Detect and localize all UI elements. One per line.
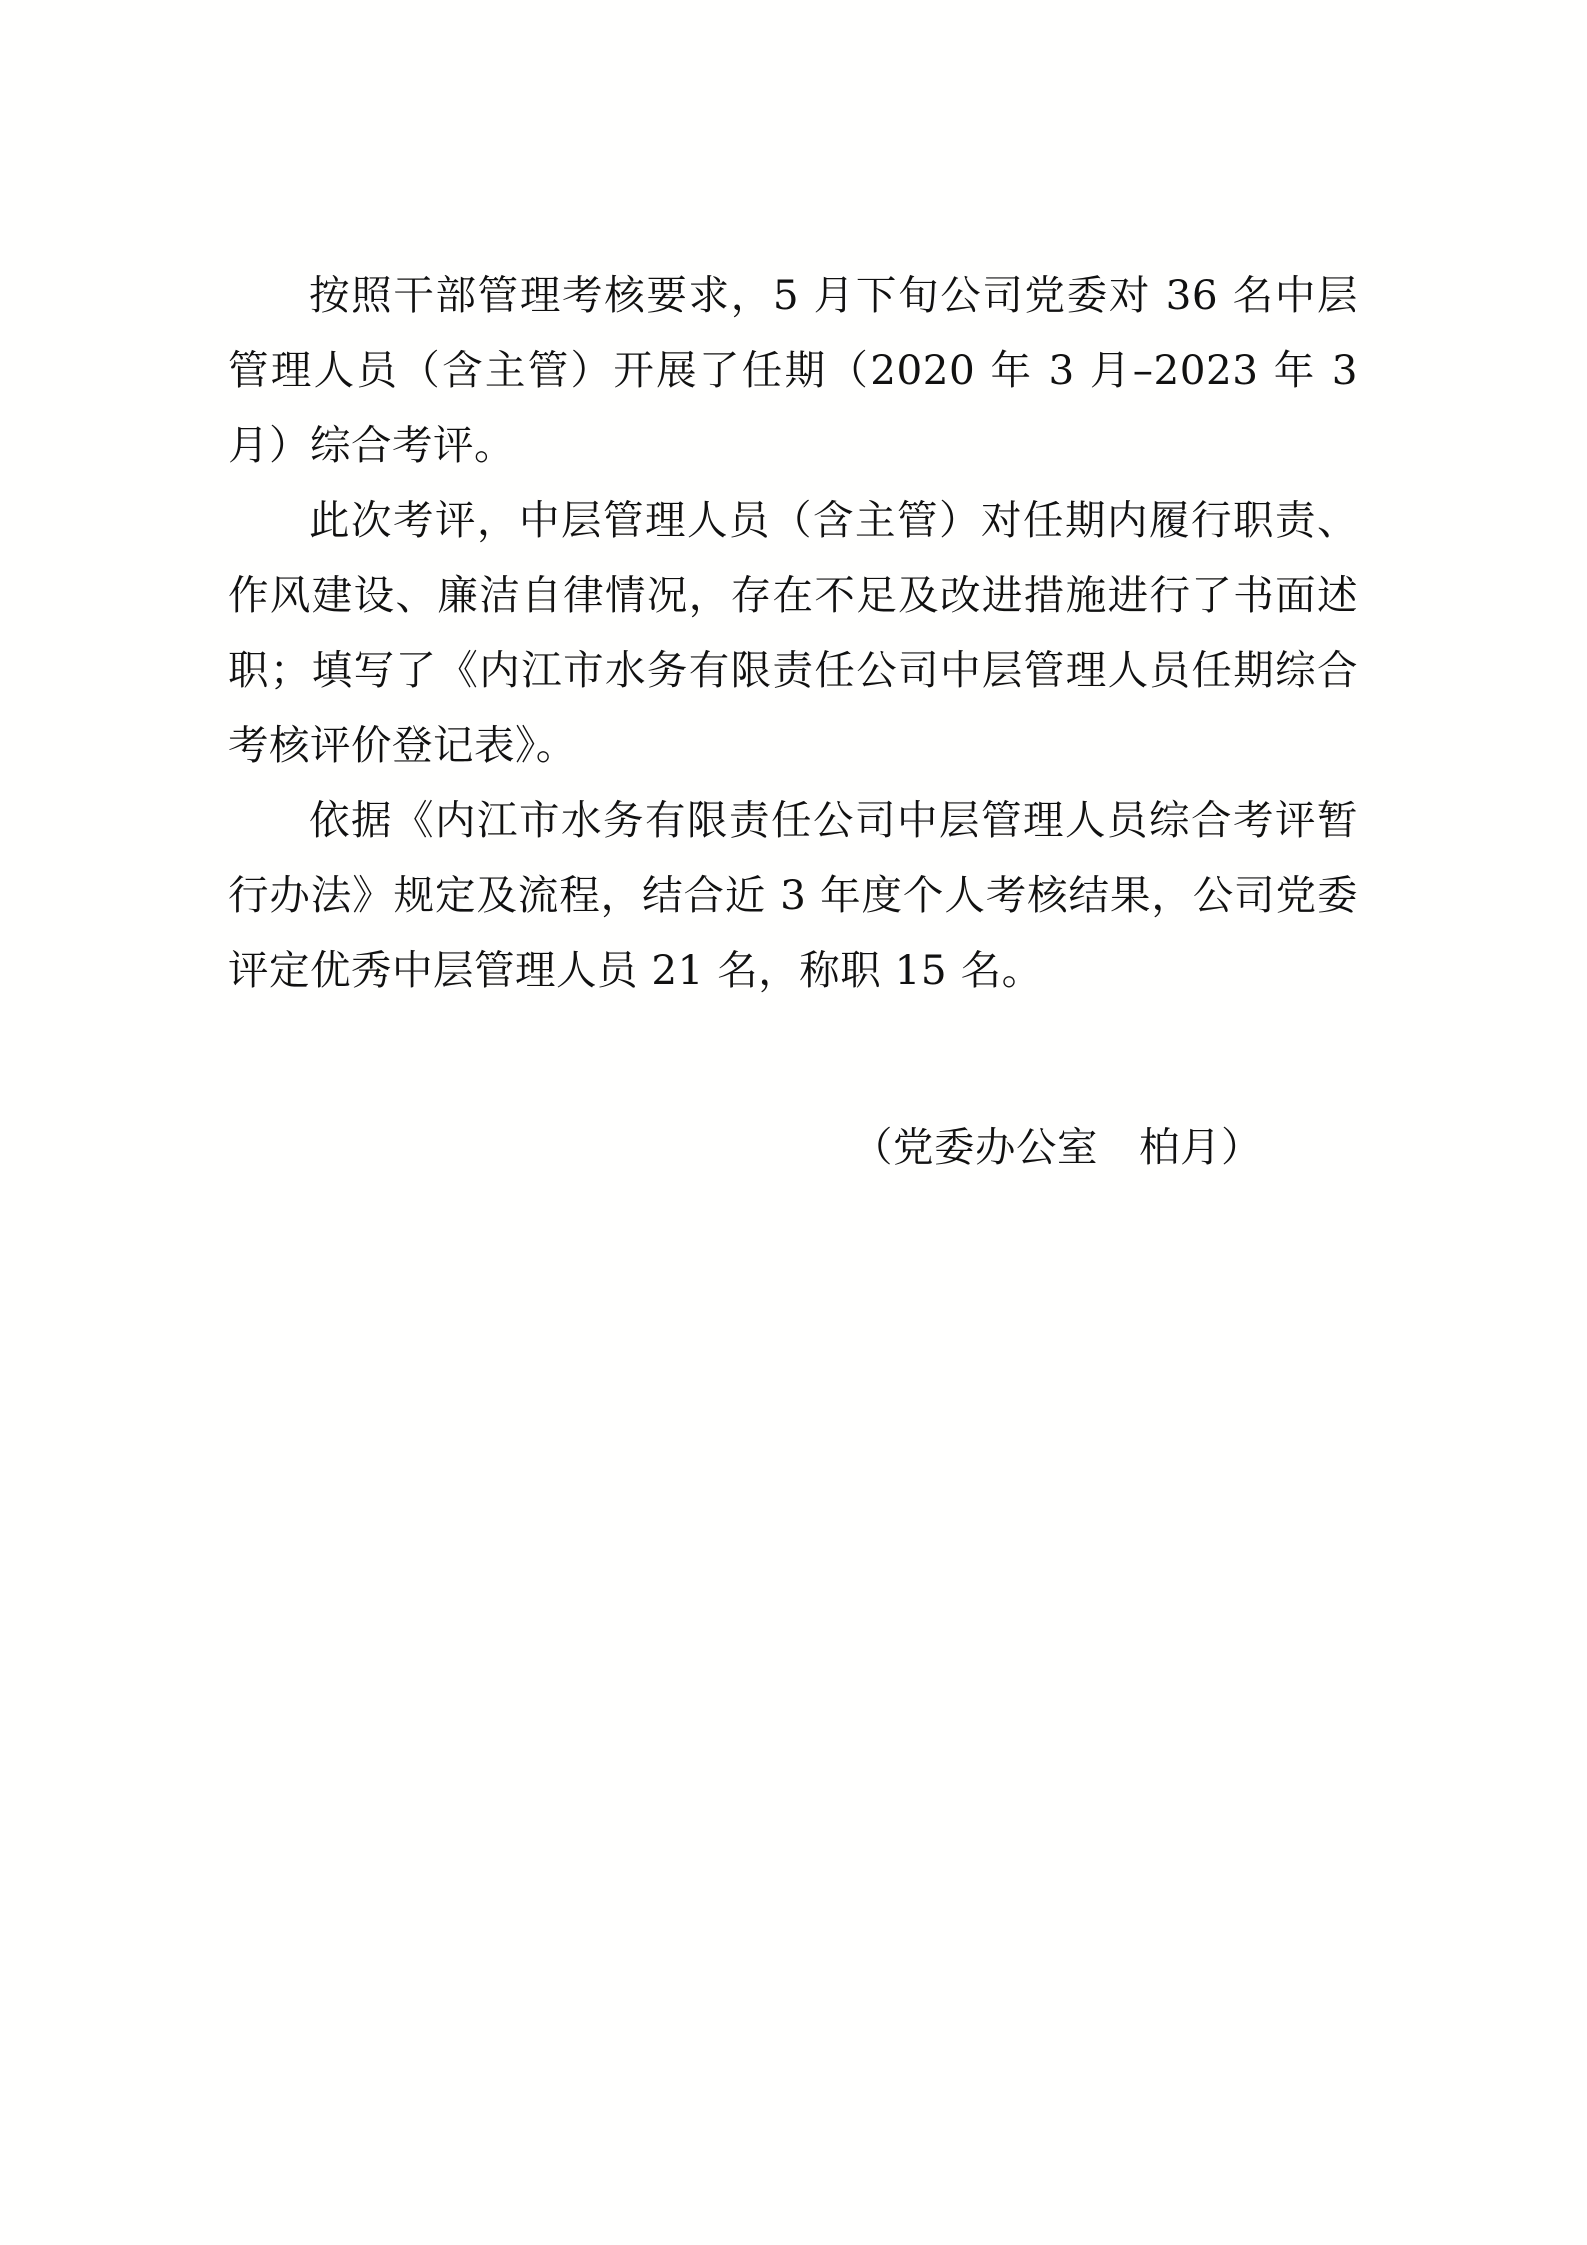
paragraph-2: 此次考评，中层管理人员（含主管）对任期内履行职责、作风建设、廉洁自律情况，存在不足及改进措施进行了书面述职；填写了《内江市水务有限责任公司中层管理人员任期综合考核评价登记表》。 — [228, 496, 1358, 769]
document-body — [228, 258, 1358, 1008]
paragraph-3: 依据《内江市水务有限责任公司中层管理人员综合考评暂行办法》规定及流程，结合近 3 年度个人考核结果，公司党委评定优秀中层管理人员 21 名，称职 15 名。 — [228, 796, 1358, 994]
signature-line: （党委办公室 柏月） — [852, 1123, 1262, 1171]
paragraph-1: 按照干部管理考核要求，5 月下旬公司党委对 36 名中层管理人员（含主管）开展了任期（2020 年 3 月–2023 年 3 月）综合考评。 — [228, 271, 1358, 469]
signature-block — [228, 1110, 1358, 1185]
